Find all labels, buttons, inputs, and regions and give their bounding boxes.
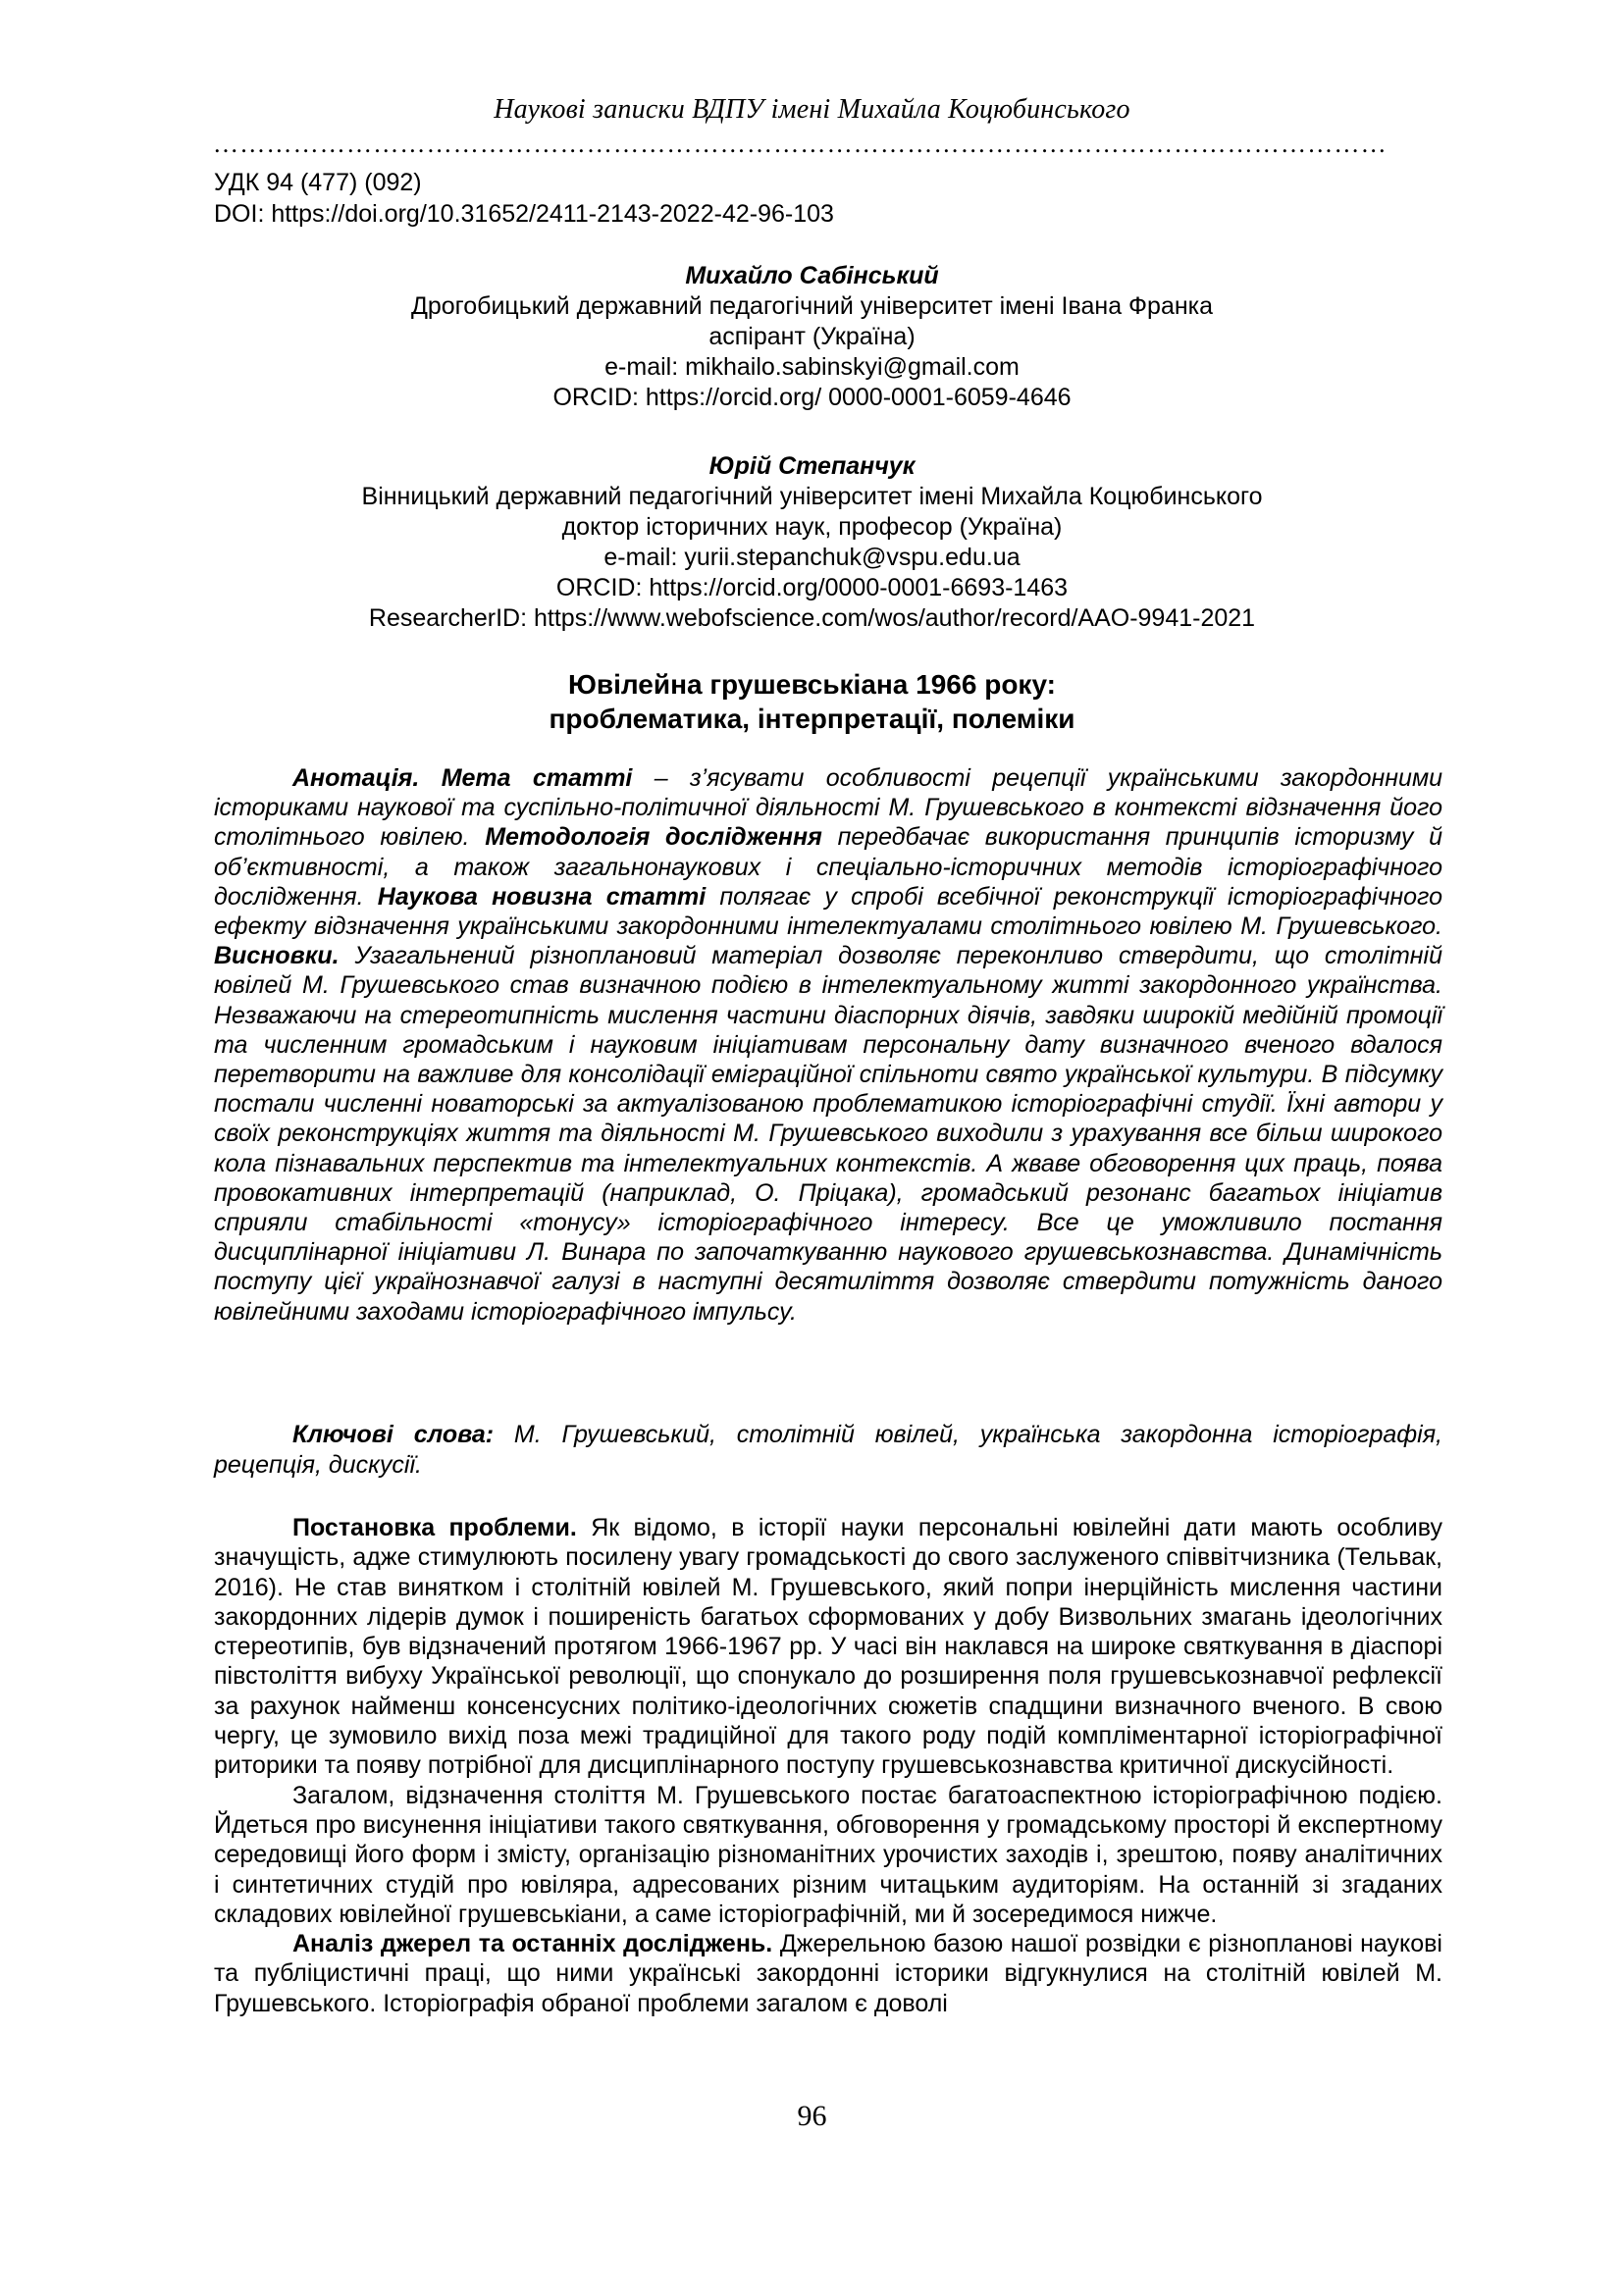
- author-position: доктор історичних наук, професор (Україна): [561, 513, 1063, 541]
- author-email[interactable]: e-mail: mikhailo.sabinskyi@gmail.com: [604, 353, 1020, 381]
- page-number: 96: [797, 2100, 827, 2132]
- author-orcid[interactable]: ORCID: https://orcid.org/0000-0001-6693-1463: [555, 574, 1069, 601]
- keywords: [214, 1420, 1442, 1480]
- author-block-1: [0, 261, 1624, 413]
- author-affiliation: Дрогобицький державний педагогічний університет імені Івана Франка: [410, 292, 1214, 320]
- article-meta: [214, 167, 834, 230]
- title-line-2: проблематика, інтерпретації, полеміки: [549, 704, 1075, 734]
- sources-analysis-text: Джерельною базою нашої розвідки є різнопланові наукові та публіцистичні праці, що ними українські закордонні історики відгукнулися на столітній ювілей М. Грушевського. Історіографія обраної проблеми загалом є доволі: [214, 1930, 1442, 2017]
- methodology-text: передбачає використання принципів історизму й об’єктивності, а також загальнонаукових і спеціально-історичних методів історіографічного дослідження.: [214, 823, 1443, 911]
- author-orcid[interactable]: ORCID: https://orcid.org/ 0000-0001-6059-4646: [552, 384, 1072, 411]
- author-position: аспірант (Україна): [708, 323, 916, 350]
- author-researcher-id[interactable]: ResearcherID: https://www.webofscience.com/wos/author/record/AAO-9941-2021: [368, 604, 1256, 632]
- problem-statement-label: Постановка проблеми.: [292, 1514, 577, 1541]
- author-name: Михайло Сабінський: [685, 262, 939, 289]
- article-title: [0, 667, 1624, 736]
- header-separator: ……………………………………………………………………………………………………………………: [213, 130, 1388, 158]
- title-line-1: Ювілейна грушевськіана 1966 року:: [568, 669, 1056, 700]
- sources-analysis-label: Аналіз джерел та останніх досліджень.: [292, 1930, 773, 1958]
- body-paragraph-1: [214, 1513, 1442, 1781]
- novelty-text: полягає у спробі всебічної реконструкції історіографічного ефекту відзначення українськими закордонними інтелектуалами столітнього ювілею М. Грушевського.: [214, 882, 1443, 941]
- abstract: [214, 763, 1442, 1327]
- keywords-text: М. Грушевський, столітній ювілей, українська закордонна історіографія, рецепція, дискусії.: [214, 1421, 1442, 1479]
- aim-text: – з’ясувати особливості рецепції українськими закордонними істориками наукової та суспільно-політичної діяльності М. Грушевського в контексті відзначення його столітнього ювілею.: [214, 764, 1442, 852]
- conclusions-text: Узагальнений різноплановий матеріал дозволяє переконливо ствердити, що столітній ювілей М. Грушевського став визначною подією в інтелектуальному житті закордонного українства. Незважаючи на стереотипність мислення частини діаспорних діячів, завдяки широкій медійній промоції та численним громадським і науковим ініціативам персональну дату визначного вченого вдалося перетворити на важливе для консолідації еміграційної спільноти свято української культури. В підсумку постали численні новаторські за актуалізованою проблематикою історіографічні студії. Їхні автори у своїх реконструкціях життя та діяльності М. Грушевського виходили з урахування все більш широкого кола пізнавальних перспектив та інтелектуальних контекстів. А жваве обговорення цих праць, поява провокативних інтерпретацій (наприклад, О. Пріцака), громадський резонанс багатьох ініціатив сприяли стабільності «тонусу» історіографічного інтересу. Все це уможливило постання дисциплінарної ініціативи Л. Винара по започаткуванню наукового грушевськознавства. Динамічність поступу цієї українознавчої галузі в наступні десятиліття дозволяє ствердити потужність даного ювілейними заходами історіографічного імпульсу.: [214, 942, 1442, 1326]
- doi-link[interactable]: DOI: https://doi.org/10.31652/2411-2143-2022-42-96-103: [214, 200, 834, 228]
- udk-code: УДК 94 (477) (092): [214, 169, 422, 196]
- aim-label: Мета статті: [441, 764, 633, 792]
- abstract-paragraph: [214, 763, 1442, 1327]
- running-head: Наукові записки ВДПУ імені Михайла Коцюбинського: [494, 94, 1130, 125]
- abstract-label: Анотація.: [292, 764, 420, 792]
- author-name: Юрій Степанчук: [708, 452, 916, 480]
- author-block-2: [0, 451, 1624, 634]
- keywords-paragraph: [214, 1420, 1442, 1480]
- body-paragraph-3: [214, 1929, 1442, 2018]
- conclusions-label: Висновки.: [214, 942, 340, 970]
- methodology-label: Методологія дослідження: [485, 823, 822, 852]
- novelty-label: Наукова новизна статті: [377, 882, 707, 911]
- article-body: [214, 1513, 1442, 2018]
- problem-statement-text: Як відомо, в історії науки персональні ювілейні дати мають особливу значущість, адже стимулюють посилену увагу громадськості до свого заслуженого співвітчизника (Тельвак, 2016). Не став винятком і столітній ювілей М. Грушевського, який попри інерційність мислення частини закордонних лідерів думок і поширеність багатьох сформованих у добу Визвольних змагань ідеологічних стереотипів, був відзначений протягом 1966-1967 рр. У часі він наклався на широке святкування в діаспорі півстоліття вибуху Української революції, що спонукало до розширення поля грушевськознавчої рефлексії за рахунок найменш консенсусних політико-ідеологічних сюжетів спадщини визначного вченого. В свою чергу, це зумовило вихід поза межі традиційної для такого роду подій компліментарної історіографічної риторики та появу потрібної для дисциплінарного поступу грушевськознавства критичної дискусійності.: [214, 1514, 1443, 1780]
- author-email[interactable]: e-mail: yurii.stepanchuk@vspu.edu.ua: [603, 544, 1021, 571]
- keywords-label: Ключові слова:: [292, 1421, 495, 1448]
- author-affiliation: Вінницький державний педагогічний університет імені Михайла Коцюбинського: [361, 483, 1263, 510]
- body-paragraph-2: Загалом, відзначення століття М. Грушевського постає багатоаспектною історіографічною подією. Йдеться про висунення ініціативи такого святкування, обговорення у громадському просторі й експертному середовищі його форм і змісту, організацію різноманітних урочистих заходів і, зрештою, появу аналітичних і синтетичних студій про ювіляра, адресованих різним читацьким аудиторіям. На останній зі згаданих складових ювілейної грушевськіани, а саме історіографічній, ми й зосередимося нижче.: [214, 1781, 1442, 1928]
